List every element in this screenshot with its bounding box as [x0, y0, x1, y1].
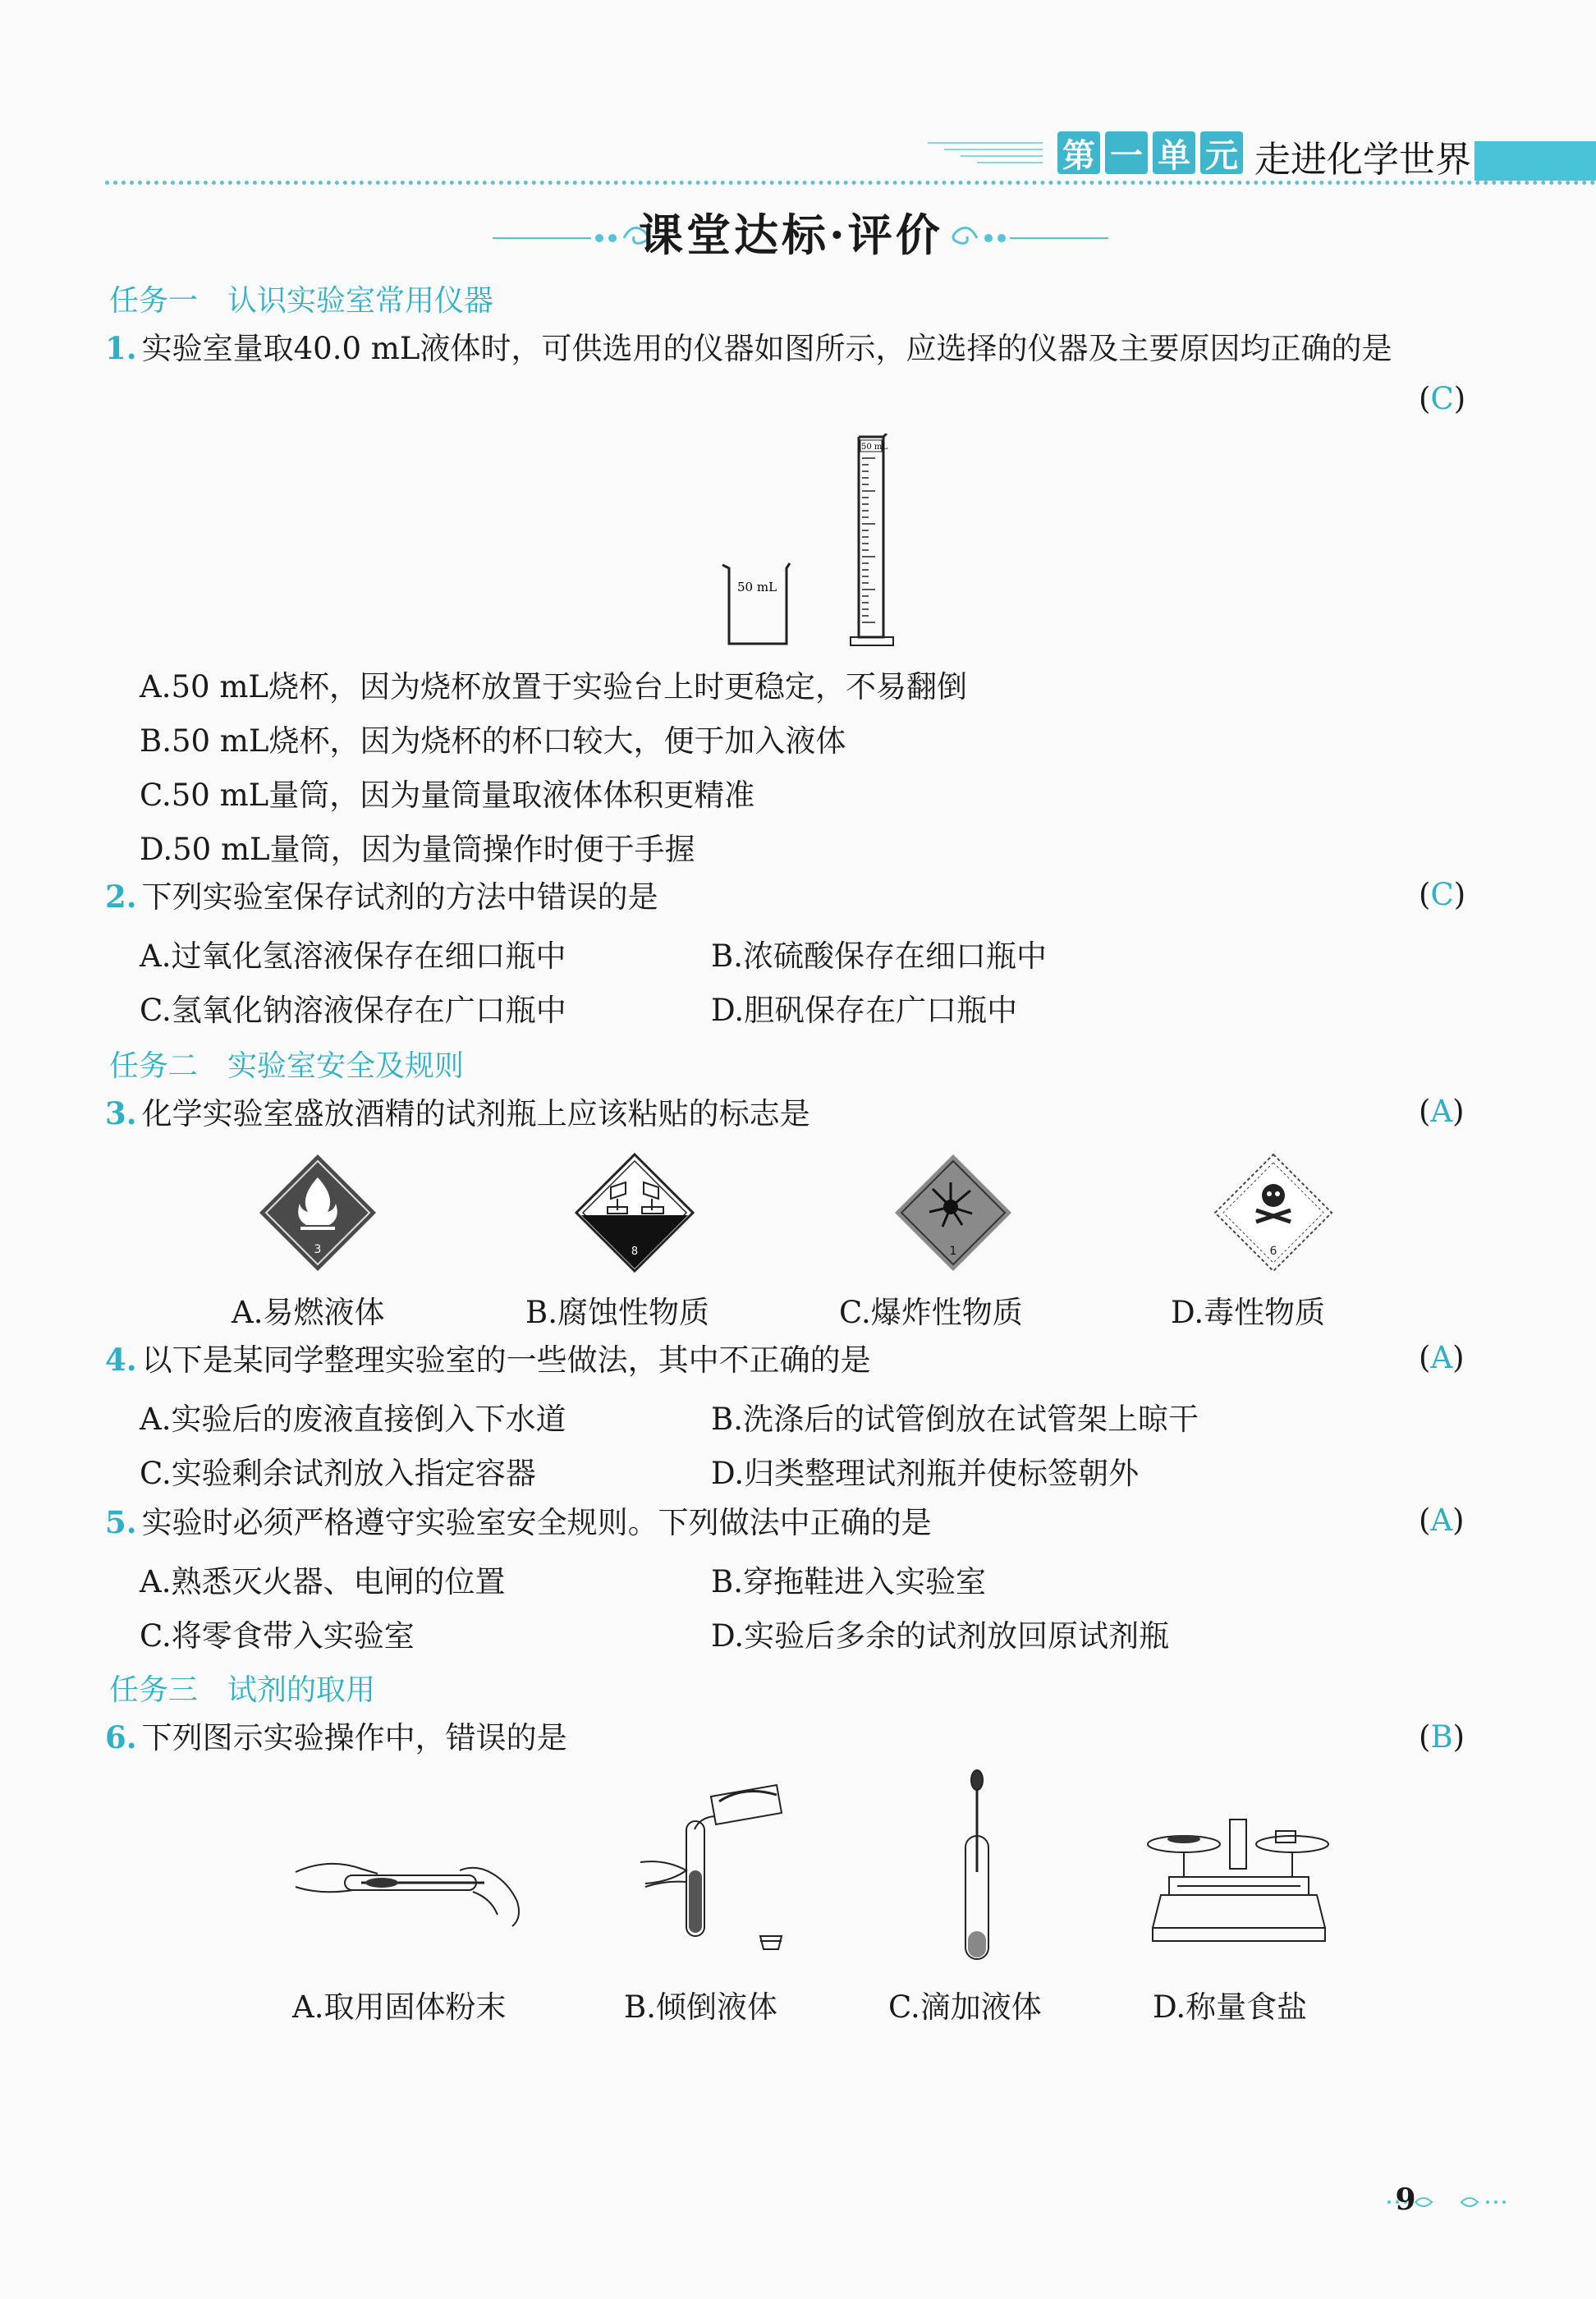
- question-number: 6.: [105, 1719, 137, 1755]
- header-accent-bar: [1474, 141, 1596, 181]
- question-3: [105, 1094, 810, 1134]
- option-4a: A.实验后的废液直接倒入下水道: [140, 1402, 566, 1437]
- option-2a: A.过氧化氢溶液保存在细口瓶中: [140, 938, 566, 974]
- left-ornament: [493, 215, 657, 256]
- sign-number: 1: [949, 1245, 957, 1258]
- question-text: 实验时必须严格遵守实验室安全规则。下列做法中正确的是: [141, 1505, 932, 1540]
- answer-5: (A): [1419, 1503, 1465, 1538]
- question-number: 3.: [105, 1095, 137, 1131]
- sign-number: 8: [631, 1246, 639, 1258]
- option-5d: D.实验后多余的试剂放回原试剂瓶: [711, 1618, 1170, 1654]
- option-2b: B.浓硫酸保存在细口瓶中: [711, 938, 1047, 974]
- right-ornament: [944, 215, 1108, 256]
- option-4c: C.实验剩余试剂放入指定容器: [140, 1456, 536, 1491]
- figure-caption-c: C.滴加液体: [888, 1989, 1042, 2025]
- sign-number: 3: [314, 1243, 322, 1256]
- option-1d: D.50 mL量筒，因为量筒操作时便于手握: [140, 832, 695, 867]
- option-2d: D.胆矾保存在广口瓶中: [711, 993, 1018, 1028]
- pour-liquid-figure: [637, 1780, 801, 1961]
- question-number: 5.: [105, 1504, 137, 1540]
- toxic-sign: [1213, 1153, 1333, 1273]
- sign-caption-b: B.腐蚀性物质: [525, 1295, 709, 1330]
- sign-caption-c: C.爆炸性物质: [839, 1295, 1023, 1330]
- header-dotted-rule: [105, 181, 1596, 185]
- option-5b: B.穿拖鞋进入实验室: [711, 1564, 986, 1599]
- question-number: 2.: [105, 879, 137, 915]
- option-1c: C.50 mL量筒，因为量筒量取液体体积更精准: [140, 778, 755, 813]
- question-number: 4.: [105, 1342, 137, 1378]
- answer-letter: A: [1430, 1503, 1453, 1538]
- answer-2: (C): [1419, 877, 1466, 912]
- option-4b: B.洗涤后的试管倒放在试管架上晾干: [711, 1402, 1199, 1437]
- sign-caption-a: A.易燃液体: [232, 1295, 385, 1330]
- option-5a: A.熟悉灭火器、电闸的位置: [140, 1564, 506, 1599]
- add-powder-figure: [287, 1839, 534, 1938]
- question-5: [105, 1503, 932, 1543]
- unit-char: 元: [1200, 131, 1243, 174]
- section-title: 课堂达标·评价: [639, 209, 943, 261]
- question-6: [105, 1718, 567, 1758]
- answer-letter: B: [1430, 1719, 1453, 1755]
- page-number: 9: [1395, 2182, 1416, 2217]
- unit-title: 走进化学世界: [1254, 139, 1471, 181]
- option-1a: A.50 mL烧杯，因为烧杯放置于实验台上时更稳定，不易翻倒: [140, 669, 967, 704]
- figure-caption-b: B.倾倒液体: [624, 1989, 777, 2025]
- option-2c: C.氢氧化钠溶液保存在广口瓶中: [140, 993, 566, 1028]
- answer-1: (C): [1419, 381, 1466, 416]
- task-heading: 任务一 认识实验室常用仪器: [109, 284, 494, 318]
- unit-badge: [1057, 131, 1243, 174]
- question-text: 下列实验室保存试剂的方法中错误的是: [141, 879, 658, 915]
- answer-letter: C: [1430, 877, 1454, 912]
- beaker-figure: [719, 558, 793, 649]
- answer-3: (A): [1419, 1094, 1465, 1129]
- figure-caption-d: D.称量食盐: [1153, 1989, 1308, 2025]
- unit-char: 一: [1105, 131, 1148, 174]
- question-text: 下列图示实验操作中，错误的是: [141, 1720, 567, 1755]
- question-text: 化学实验室盛放酒精的试剂瓶上应该粘贴的标志是: [141, 1096, 810, 1131]
- sign-caption-d: D.毒性物质: [1171, 1295, 1326, 1330]
- answer-4: (A): [1419, 1340, 1465, 1375]
- unit-char: 单: [1153, 131, 1195, 174]
- task-heading: 任务三 试剂的取用: [109, 1673, 376, 1707]
- explosive-sign: [893, 1153, 1013, 1273]
- question-4: [105, 1340, 871, 1380]
- beaker-label: 50 mL: [737, 580, 777, 594]
- unit-char: 第: [1057, 131, 1100, 174]
- answer-letter: A: [1430, 1340, 1453, 1375]
- answer-6: (B): [1419, 1719, 1465, 1755]
- cylinder-label: 50 mL: [861, 443, 888, 452]
- option-4d: D.归类整理试剂瓶并使标签朝外: [711, 1456, 1140, 1491]
- header-decor-lines: [928, 136, 1043, 169]
- figure-caption-a: A.取用固体粉末: [292, 1989, 507, 2025]
- question-number: 1.: [105, 330, 137, 366]
- question-1: [105, 328, 1392, 369]
- drop-liquid-figure: [952, 1767, 1002, 1964]
- graduated-cylinder-figure: [849, 434, 898, 649]
- option-1b: B.50 mL烧杯，因为烧杯的杯口较大，便于加入液体: [140, 723, 846, 759]
- flammable-sign: [258, 1153, 378, 1273]
- option-5c: C.将零食带入实验室: [140, 1618, 415, 1654]
- sign-number: 6: [1269, 1245, 1277, 1258]
- balance-figure: [1144, 1815, 1332, 1946]
- question-text: 以下是某同学整理实验室的一些做法，其中不正确的是: [141, 1342, 871, 1378]
- question-text: 实验室量取40.0 mL液体时，可供选用的仪器如图所示，应选择的仪器及主要原因均正确的是: [141, 331, 1392, 366]
- corrosive-sign: [575, 1153, 695, 1273]
- question-2: [105, 877, 658, 917]
- answer-letter: C: [1430, 381, 1454, 416]
- task-heading: 任务二 实验室安全及规则: [109, 1049, 465, 1083]
- answer-letter: A: [1430, 1094, 1453, 1129]
